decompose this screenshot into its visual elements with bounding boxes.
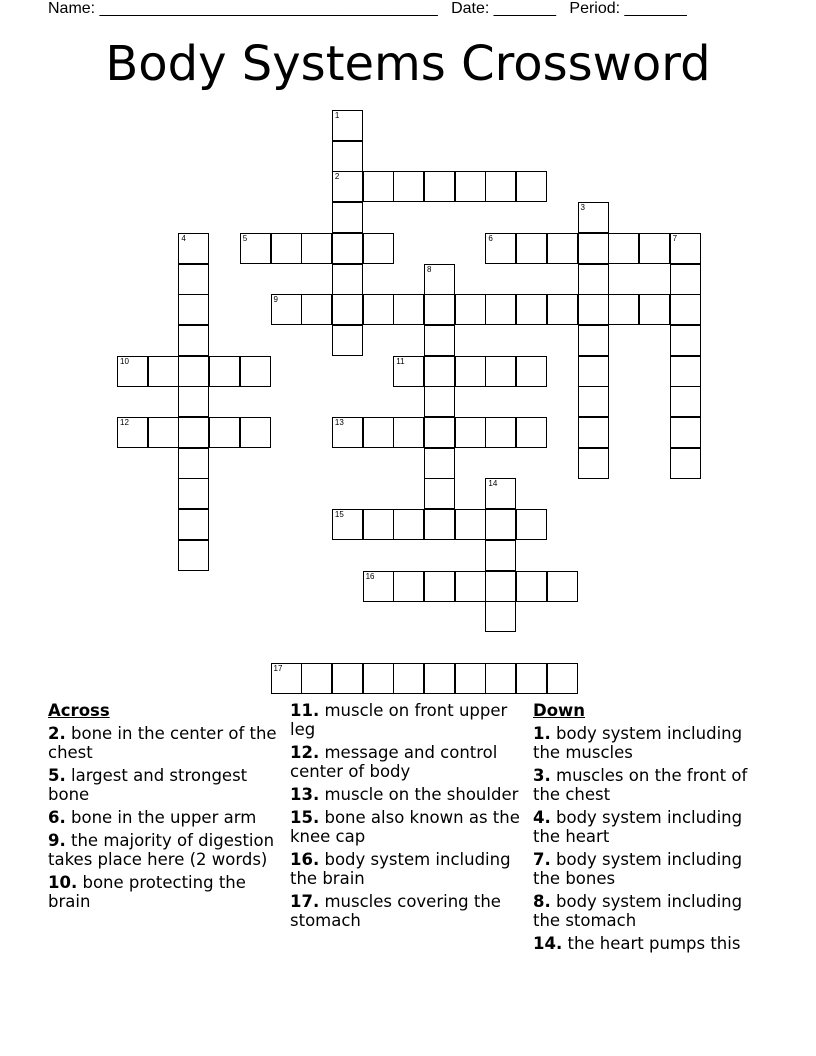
grid-cell[interactable] <box>608 294 639 325</box>
grid-cell[interactable] <box>455 571 486 602</box>
grid-cell[interactable] <box>301 294 332 325</box>
grid-cell[interactable] <box>178 356 209 387</box>
grid-cell[interactable] <box>424 663 455 694</box>
clue-item <box>533 892 773 930</box>
clue-item-number: 17. <box>290 892 320 911</box>
clue-item-number: 16. <box>290 850 320 869</box>
clue-number: 2 <box>334 172 340 182</box>
grid-cell[interactable] <box>424 448 455 479</box>
grid-cell[interactable] <box>393 171 424 202</box>
grid-cell[interactable] <box>117 417 148 448</box>
grid-cell[interactable] <box>332 110 363 141</box>
grid-cell[interactable] <box>424 509 455 540</box>
period-field[interactable]: Period: _______ <box>569 0 687 17</box>
grid-cell[interactable] <box>332 663 363 694</box>
grid-cell[interactable] <box>455 417 486 448</box>
clue-number: 8 <box>427 264 432 274</box>
grid-cell[interactable] <box>516 417 547 448</box>
grid-cell[interactable] <box>578 202 609 233</box>
grid-cell[interactable] <box>271 294 302 325</box>
clue-number: 5 <box>242 233 248 243</box>
grid-cell[interactable] <box>424 356 455 387</box>
clue-item-text: muscles on the front of the chest <box>533 766 748 804</box>
grid-cell[interactable] <box>424 264 455 295</box>
clue-number: 13 <box>334 418 344 427</box>
clue-number: 10 <box>120 356 129 366</box>
clue-item <box>290 850 525 888</box>
clue-item <box>48 808 283 827</box>
clue-item-text: bone protecting the brain <box>48 873 246 911</box>
grid-cell[interactable] <box>608 233 639 264</box>
clue-item-number: 1. <box>533 724 551 743</box>
grid-cell[interactable] <box>393 571 424 602</box>
grid-cell[interactable] <box>363 233 394 264</box>
down-heading: Down <box>533 701 586 720</box>
grid-cell[interactable] <box>424 571 455 602</box>
grid-cell[interactable] <box>485 171 516 202</box>
clue-item-text: largest and strongest bone <box>48 766 248 804</box>
grid-cell[interactable] <box>670 417 701 448</box>
grid-cell[interactable] <box>332 264 363 295</box>
grid-cell[interactable] <box>578 294 609 325</box>
grid-cell[interactable] <box>178 509 209 540</box>
grid-cell[interactable] <box>393 663 424 694</box>
grid-cell[interactable] <box>178 294 209 325</box>
clue-item-text: muscle on the shoulder <box>319 785 519 804</box>
clue-item-text: the majority of digestion takes place here (2 words) <box>48 831 275 869</box>
clue-item <box>48 766 283 804</box>
grid-cell[interactable] <box>332 294 363 325</box>
grid-cell[interactable] <box>363 417 394 448</box>
grid-cell[interactable] <box>332 325 363 356</box>
grid-cell[interactable] <box>516 571 547 602</box>
grid-cell[interactable] <box>393 294 424 325</box>
grid-cell[interactable] <box>670 356 701 387</box>
grid-cell[interactable] <box>578 264 609 295</box>
grid-cell[interactable] <box>117 356 148 387</box>
grid-cell[interactable] <box>424 171 455 202</box>
grid-cell[interactable] <box>178 540 209 571</box>
grid-cell[interactable] <box>670 264 701 295</box>
grid-cell[interactable] <box>485 356 516 387</box>
clue-number: 1 <box>334 111 340 120</box>
grid-cell[interactable] <box>639 294 670 325</box>
grid-cell[interactable] <box>178 233 209 264</box>
grid-cell[interactable] <box>178 448 209 479</box>
clue-item-number: 11. <box>290 701 320 720</box>
grid-cell[interactable] <box>240 417 271 448</box>
grid-cell[interactable] <box>578 325 609 356</box>
clue-item <box>48 831 283 869</box>
clues-column-3 <box>533 701 773 957</box>
date-field[interactable]: Date: _______ <box>451 0 557 17</box>
grid-cell[interactable] <box>578 356 609 387</box>
clue-item-text: bone in the upper arm <box>65 808 257 827</box>
clue-item-text: body system including the stomach <box>533 892 743 930</box>
grid-cell[interactable] <box>363 663 394 694</box>
grid-cell[interactable] <box>578 448 609 479</box>
clue-item <box>533 724 773 762</box>
clue-item-number: 8. <box>533 892 551 911</box>
clue-item <box>533 766 773 804</box>
grid-cell[interactable] <box>209 356 240 387</box>
grid-cell[interactable] <box>485 509 516 540</box>
grid-cell[interactable] <box>240 233 271 264</box>
grid-cell[interactable] <box>332 509 363 540</box>
clues-column-1 <box>48 701 283 915</box>
clue-item <box>290 892 525 930</box>
grid-cell[interactable] <box>424 386 455 417</box>
grid-cell[interactable] <box>332 171 363 202</box>
grid-cell[interactable] <box>547 663 578 694</box>
grid-cell[interactable] <box>516 356 547 387</box>
grid-cell[interactable] <box>670 448 701 479</box>
grid-cell[interactable] <box>516 294 547 325</box>
grid-cell[interactable] <box>485 601 516 632</box>
grid-cell[interactable] <box>424 325 455 356</box>
clue-item-text: body system including the muscles <box>533 724 743 762</box>
grid-cell[interactable] <box>670 325 701 356</box>
grid-cell[interactable] <box>455 663 486 694</box>
clue-item <box>290 743 525 781</box>
grid-cell[interactable] <box>363 171 394 202</box>
clue-item-text: body system including the heart <box>533 808 743 846</box>
clue-item-text: muscle on front upper leg <box>290 701 508 739</box>
clue-item-text: bone in the center of the chest <box>48 724 277 762</box>
clue-number: 11 <box>396 356 405 366</box>
clue-number: 7 <box>672 233 678 243</box>
clue-item-text: bone also known as the knee cap <box>290 808 520 846</box>
grid-cell[interactable] <box>485 540 516 571</box>
grid-cell[interactable] <box>578 417 609 448</box>
grid-cell[interactable] <box>424 478 455 509</box>
grid-cell[interactable] <box>363 571 394 602</box>
clue-item-number: 5. <box>48 766 66 785</box>
clues-column-2 <box>290 701 525 934</box>
grid-cell[interactable] <box>301 233 332 264</box>
clue-item-number: 15. <box>290 808 320 827</box>
grid-cell[interactable] <box>516 233 547 264</box>
grid-cell[interactable] <box>393 356 424 387</box>
across-heading: Across <box>48 701 110 720</box>
name-field[interactable]: Name: ______________________________________ <box>48 0 438 17</box>
grid-cell[interactable] <box>639 233 670 264</box>
grid-cell[interactable] <box>455 509 486 540</box>
clue-item-number: 6. <box>48 808 66 827</box>
grid-cell[interactable] <box>332 202 363 233</box>
clue-item <box>290 808 525 846</box>
clue-number: 16 <box>365 571 375 581</box>
clue-number: 4 <box>181 233 186 243</box>
grid-cell[interactable] <box>578 233 609 264</box>
grid-cell[interactable] <box>178 478 209 509</box>
grid-cell[interactable] <box>485 233 516 264</box>
grid-cell[interactable] <box>332 141 363 172</box>
grid-cell[interactable] <box>271 233 302 264</box>
grid-cell[interactable] <box>485 417 516 448</box>
grid-cell[interactable] <box>670 233 701 264</box>
clue-item <box>48 873 283 911</box>
grid-cell[interactable] <box>301 663 332 694</box>
grid-cell[interactable] <box>393 509 424 540</box>
grid-cell[interactable] <box>209 417 240 448</box>
grid-cell[interactable] <box>547 233 578 264</box>
grid-cell[interactable] <box>393 417 424 448</box>
clue-number: 15 <box>334 510 344 520</box>
grid-cell[interactable] <box>240 356 271 387</box>
grid-cell[interactable] <box>148 356 179 387</box>
clue-item-number: 10. <box>48 873 78 892</box>
grid-cell[interactable] <box>424 294 455 325</box>
grid-cell[interactable] <box>332 417 363 448</box>
clue-item <box>533 934 773 953</box>
clue-item-text: message and control center of body <box>290 743 498 781</box>
grid-cell[interactable] <box>178 386 209 417</box>
clue-item <box>48 724 283 762</box>
grid-cell[interactable] <box>455 171 486 202</box>
clue-item-text: muscles covering the stomach <box>290 892 501 930</box>
grid-cell[interactable] <box>271 663 302 694</box>
grid-cell[interactable] <box>516 171 547 202</box>
grid-cell[interactable] <box>178 417 209 448</box>
grid-cell[interactable] <box>455 356 486 387</box>
grid-cell[interactable] <box>455 294 486 325</box>
page-title: Body Systems Crossword <box>105 36 711 92</box>
clue-item <box>290 701 525 739</box>
grid-cell[interactable] <box>148 417 179 448</box>
grid-cell[interactable] <box>670 386 701 417</box>
grid-cell[interactable] <box>547 571 578 602</box>
grid-cell[interactable] <box>485 478 516 509</box>
clue-number: 9 <box>273 295 278 305</box>
clue-item <box>533 808 773 846</box>
clue-item-number: 9. <box>48 831 66 850</box>
grid-cell[interactable] <box>670 294 701 325</box>
grid-cell[interactable] <box>485 663 516 694</box>
clue-item-text: the heart pumps this <box>562 934 741 953</box>
grid-cell[interactable] <box>485 571 516 602</box>
clue-item-number: 12. <box>290 743 320 762</box>
grid-cell[interactable] <box>485 294 516 325</box>
clue-number: 6 <box>488 233 493 243</box>
clue-item-number: 7. <box>533 850 551 869</box>
clue-number: 17 <box>273 663 283 673</box>
clue-number: 12 <box>120 418 129 427</box>
clue-item-number: 14. <box>533 934 563 953</box>
grid-cell[interactable] <box>516 663 547 694</box>
clue-number: 3 <box>580 203 585 213</box>
clue-item-number: 2. <box>48 724 66 743</box>
clue-item-number: 13. <box>290 785 320 804</box>
clue-number: 14 <box>488 479 498 489</box>
grid-cell[interactable] <box>516 509 547 540</box>
grid-cell[interactable] <box>332 233 363 264</box>
clue-item <box>290 785 525 804</box>
clue-item-text: body system including the brain <box>290 850 511 888</box>
clue-item-number: 4. <box>533 808 551 827</box>
grid-cell[interactable] <box>547 294 578 325</box>
grid-cell[interactable] <box>178 325 209 356</box>
clue-item-text: body system including the bones <box>533 850 743 888</box>
grid-cell[interactable] <box>578 386 609 417</box>
grid-cell[interactable] <box>363 294 394 325</box>
clue-item <box>533 850 773 888</box>
clue-item-number: 3. <box>533 766 551 785</box>
grid-cell[interactable] <box>424 417 455 448</box>
grid-cell[interactable] <box>178 264 209 295</box>
grid-cell[interactable] <box>363 509 394 540</box>
